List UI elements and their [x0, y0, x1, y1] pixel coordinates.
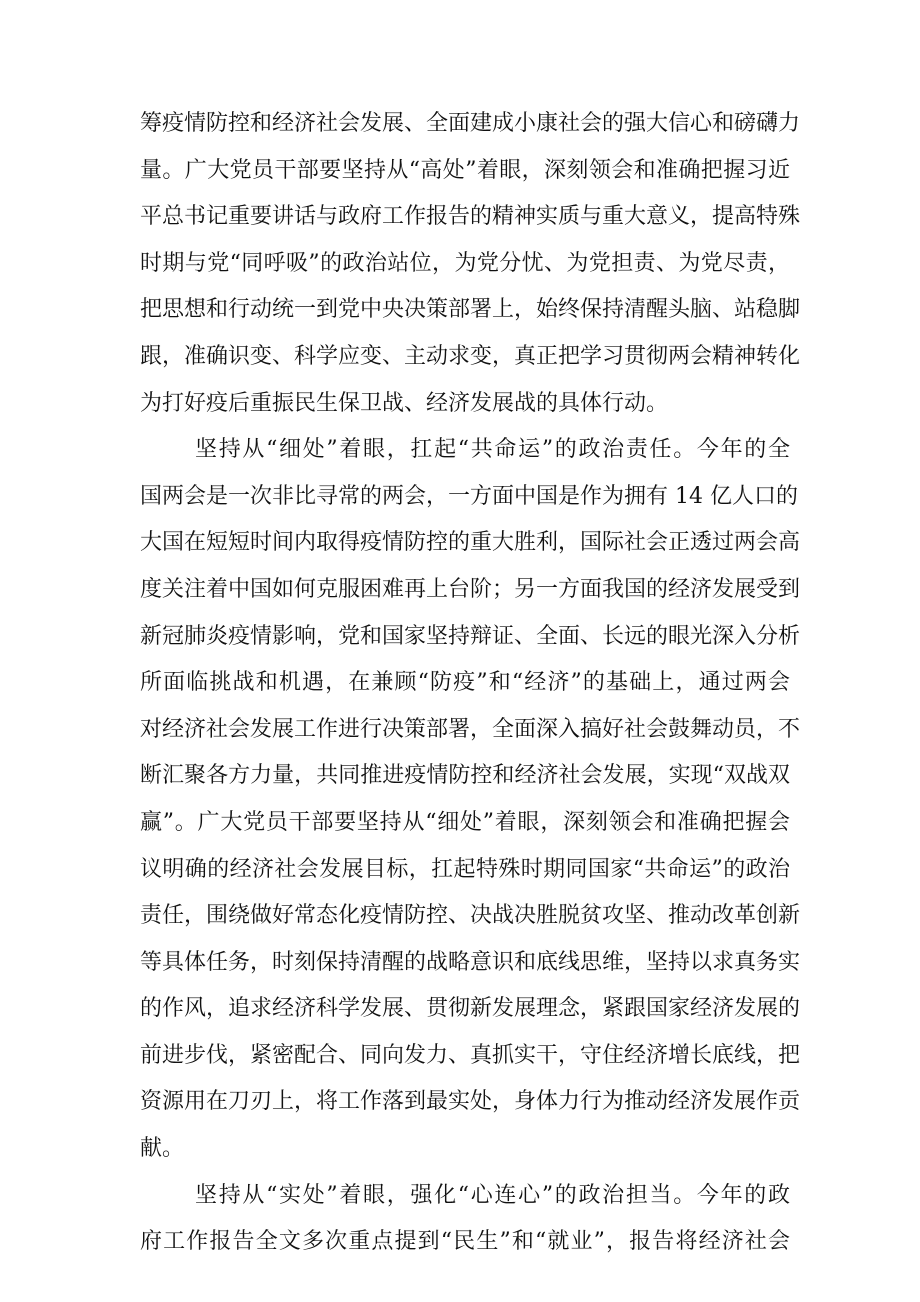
text-line: 责任，围绕做好常态化疫情防控、决战决胜脱贫攻坚、推动改革创新: [140, 903, 801, 929]
text-line: 坚持从“细处”着眼，扛起“共命运”的政治责任。今年的全: [195, 437, 790, 463]
text-line: 新冠肺炎疫情影响，党和国家坚持辩证、全面、长远的眼光深入分析: [140, 623, 801, 649]
text-line: 坚持从“实处”着眼，强化“心连心”的政治担当。今年的政: [195, 1182, 790, 1208]
text-line: 献。: [140, 1136, 185, 1162]
text-line: 的作风，追求经济科学发展、贯彻新发展理念，紧跟国家经济发展的: [140, 996, 801, 1022]
text-line: 资源用在刀刃上，将工作落到最实处，身体力行为推动经济发展作贡: [140, 1089, 801, 1115]
text-line: 对经济社会发展工作进行决策部署，全面深入搞好社会鼓舞动员，不: [140, 716, 801, 742]
text-line: 等具体任务，时刻保持清醒的战略意识和底线思维，坚持以求真务实: [140, 949, 801, 975]
text-line: 前进步伐，紧密配合、同向发力、真抓实干，守住经济增长底线，把: [140, 1042, 801, 1068]
text-line: 大国在短短时间内取得疫情防控的重大胜利，国际社会正透过两会高: [140, 530, 801, 556]
text-line: 断汇聚各方力量，共同推进疫情防控和经济社会发展，实现“双战双: [140, 763, 790, 789]
text-line: 为打好疫后重振民生保卫战、经济发展战的具体行动。: [140, 390, 669, 416]
text-line: 府工作报告全文多次重点提到“民生”和“就业”，报告将经济社会: [140, 1229, 790, 1255]
text-line: 量。广大党员干部要坚持从“高处”着眼，深刻领会和准确把握习近: [140, 157, 790, 183]
text-line: 把思想和行动统一到党中央决策部署上，始终保持清醒头脑、站稳脚: [140, 297, 801, 323]
text-line: 跟，准确识变、科学应变、主动求变，真正把学习贯彻两会精神转化: [140, 343, 801, 369]
paragraph: [140, 427, 801, 1173]
document-body: [140, 101, 801, 1266]
text-line: 平总书记重要讲话与政府工作报告的精神实质与重大意义，提高特殊: [140, 204, 801, 230]
text-line: 度关注着中国如何克服困难再上台阶；另一方面我国的经济发展受到: [140, 576, 801, 602]
text-line: 筹疫情防控和经济社会发展、全面建成小康社会的强大信心和磅礴力: [140, 111, 801, 136]
paragraph: [140, 1173, 790, 1266]
text-line: 议明确的经济社会发展目标，扛起特殊时期同国家“共命运”的政治: [140, 856, 790, 882]
text-line: 赢”。广大党员干部要坚持从“细处”着眼，深刻领会和准确把握会: [140, 809, 790, 835]
text-line: 所面临挑战和机遇，在兼顾“防疫”和“经济”的基础上，通过两会: [140, 670, 790, 696]
text-line: 时期与党“同呼吸”的政治站位，为党分忧、为党担责、为党尽责，: [140, 250, 790, 276]
text-line: 国两会是一次非比寻常的两会，一方面中国是作为拥有 14 亿人口的: [140, 483, 798, 509]
paragraph: [140, 101, 801, 427]
